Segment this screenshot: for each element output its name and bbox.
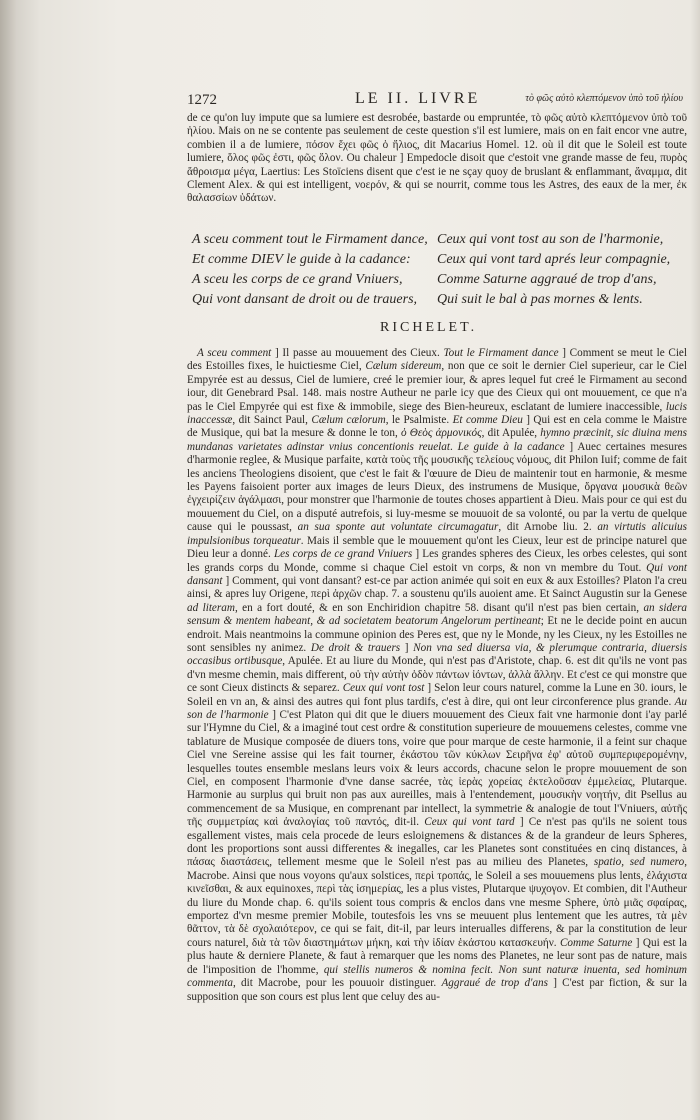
commentary-paragraph	[187, 347, 687, 1004]
commentary-lemma: Tout le Firmament dance	[443, 347, 559, 359]
commentary-lemma: Ceux qui vont tost	[342, 682, 425, 695]
section-title: RICHELET.	[380, 320, 478, 335]
commentary-text	[187, 347, 687, 1004]
commentary-segment: , dit Macrobe, pour les pouuoir distinguer.	[232, 977, 442, 990]
page-header	[187, 90, 683, 112]
commentary-lemma: an sidera sensum & mentem habeant, & ad societatem beatorum Angelorum pertineant	[187, 601, 688, 628]
commentary-segment: ] Les grandes spheres des Cieux, les orbes celestes, qui sont les grands corps du Monde, comme si chaque Ciel estoit vn corps, & non vn membre du Tout.	[187, 548, 687, 574]
commentary-lemma: ὁ Θεὸς ἀρμονικός	[400, 427, 482, 440]
commentary-segment: , Apulée. Et au liure du Monde, qui n'est pas d'Aristote, chap. 6. est dit qu'ils ne vont pas d'vn mesme chemin, mais different, οὐ τὴν αὐτὴν ὁδὸν πάντων ἰόντων, ἀλλὰ ἄλλην. Et c'est ce qui monstre que ce sont Cieux distincts & separez.	[187, 655, 687, 695]
verse-column-left	[192, 230, 442, 310]
running-title: LE II. LIVRE	[355, 90, 481, 107]
commentary-lemma: Ceux qui vont tard	[424, 816, 515, 829]
commentary-segment: , le Psalmiste.	[385, 414, 453, 427]
commentary-lemma: Cælum cælorum	[311, 414, 386, 427]
commentary-segment: ]	[400, 641, 414, 654]
commentary-lemma: Au son de l'harmonie	[187, 695, 687, 721]
commentary-segment: , dit Apulée,	[481, 427, 541, 440]
commentary-segment: ; Et ne le decide point en aucun endroit. Mais neantmoins la commune opinion des Peres est, que ny le Monde, ny les Cieux, ny les Estoilles ne sont sensibles ny animez.	[187, 615, 687, 654]
commentary-segment: ] C'est Platon qui dit que le diuers mouuement des Cieux fait vne harmonie dont i'ay parlé sur l'Hymne du Ciel, & a imaginé tout cest ordre & constitution superieure de mouuemens celestes, comme vne tablature de Musique composée de diuers tons, voire que pour marque de ceste harmonie, il a feint sur chaque Ciel vne Sereine assise qui les fait tourner, ἐκάστου τῶν κύκλων Σειρῆνα ἐφ' αὐτοῦ συμπεριφερομένην, lesquelles toutes ensemble meslans leurs voix & leurs accords, chacune selon le propre mouuement de son Ciel, en composent l'harmonie d'vne danse sacrée, τὰς ἱερὰς χορείας ἐκτελοῦσαν ἐμμελείας, Plutarque. Harmonie au surplus qui bruit non pas aux aureilles, mais à l'entendement, μουσικὴν νοητήν, dit Psellus au commencement de sa Musique, en comprenant par intellect, la symmetrie & analogie de tout l'Vniuers, αὐτῆς τῆς συμμετρίας καὶ ἀναλογίας τοῦ παντός, dit-il.	[187, 708, 688, 829]
commentary-segment: . Mais il semble que le mouuement qu'ont les Cieux, leur est de principe naturel que Dieu leur a donné.	[187, 534, 687, 561]
commentary-segment: , dit Arnobe liu. 2.	[498, 521, 598, 534]
commentary-lemma: Cælum sidereum	[365, 360, 442, 373]
commentary-lemma: Et comme Dieu	[452, 414, 523, 427]
verse-column-right	[437, 230, 687, 310]
commentary-segment: ] Comment, qui vont dansant? est-ce par action animée qui soit en eux & aux Estoilles? Platon l'a creu ainsi, & apres luy Origene, περὶ ἀρχῶν chap. 7. a soustenu qu'ils auoient ame. Et Sainct Augustin sur la Genese	[187, 574, 687, 601]
commentary-segment: , non que ce soit le dernier Ciel superieur, car le Ciel Empyrée est au dessus, Ciel de lumiere, creé le premier iour, & apres lequel fut creé le Firmament au second iour, dit Genebrard Psal. 148. mais nostre Autheur ne parle icy que des Cieux qui ont mouuement, ce que n'a pas le Ciel Empyrée qui est fixe & immobile, siege des Bien-heureux, esclatant de lumiere inaccessible,	[187, 360, 687, 413]
commentary-segment: ] Ce n'est pas qu'ils ne soient tous esgallement vistes, mais cela procede de leurs esloignemens & distances & de la grandeur de leurs Spheres, dont les proportions sont aussi differentes & inegalles, car les Planetes sont constituées en cinq distances, à πάσας διαστάσεις, tellement mesme que le Soleil n'est pas au milieu des Planetes,	[187, 816, 687, 869]
commentary-segment: ] Comment se meut le Ciel des Estoilles fixes, le huictiesme Ciel,	[187, 347, 687, 373]
verse-line: A sceu les corps de ce grand Vniuers,	[192, 272, 403, 287]
verse-line: A sceu comment tout le Firmament dance,	[192, 232, 428, 247]
verse-line: Comme Saturne aggraué de trop d'ans,	[437, 272, 657, 287]
commentary-segment: , en a fort douté, & en son Enchiridion chapitre 58. disant qu'il n'est pas bien certain,	[234, 601, 644, 614]
commentary-lemma: qui stellis numeros & nomina fecit. Non sunt naturæ inuenta, sed hominum commenta	[187, 963, 687, 990]
commentary-lemma: hymno præcinit, sic diuina mens mundanas varietates adinstar vnius concentionis reuelat	[187, 427, 687, 453]
commentary-lemma: Les corps de ce grand Vniuers	[273, 548, 413, 561]
commentary-segment: , Macrobe. Ainsi que nous voyons qu'aux solstices, περὶ τροπάς, le Soleil a ses mouuemens plus lents, ἐλάχιστα κινεῖσθαι, & aux equinoxes, περὶ τὰς ἰσημερίας, les a plus vistes, Plutarque ψυχογον. Et combien, dit l'Autheur du liure du Monde chap. 6. qu'ils soient tous compris & enclos dans vne mesme Sphere, ὑπὸ μιᾶς σφαίρας, emportez d'vn mesme premier Mobile, toutesfois les vns se meuuent plus lentement que les autres, τὰ μὲν θᾶττον, τὰ δὲ σχολαιότερον, ce qui se fait, dit-il, par leurs interualles differens, & par la constitution de leur cours naturel, διὰ τὰ τῶν διαστημάτων μήκη, καὶ τὴν ἰδίαν ἑκάστου κατασκευήν.	[187, 856, 687, 949]
verse-line: Qui suit le bal à pas mornes & lents.	[437, 292, 643, 307]
verse-line: Ceux qui vont tost au son de l'harmonie,	[437, 232, 664, 247]
commentary-lemma: Aggraué de trop d'ans	[441, 977, 548, 990]
commentary-segment: , dit Sainct Paul,	[232, 414, 312, 427]
commentary-lemma: De droit & trauers	[310, 641, 401, 654]
commentary-lemma: Qui vont dansant	[187, 561, 687, 587]
commentary-segment: ] C'est par fiction, & sur la supposition que son cours est plus lent que celuy des au-	[187, 977, 687, 1003]
commentary-lemma: an virtutis alicuius impulsionibus torqueatur	[187, 521, 687, 547]
commentary-lemma: spatio, sed numero	[593, 856, 685, 869]
commentary-segment: ] Auec certaines mesures d'harmonie reglee, & Musique parfaite, κατὰ τοὺς τῆς μουσικῆς τελείους νόμους, dit Philon Iuif; comme de fait les anciens Theologiens disoient, que c'est le fait & l'œuure de Dieu de maintenir tout en harmonie, & mesme les Payens faisoient porter aux images de leurs Dieux, des instrumens de Musique, ὄργανα μουσικὰ θεῶν ἐγχειρίζειν ἀγάλμασι, pour monstrer que l'harmonie de toutes choses appartient à Dieu. Mais pour ce qui est du mouuement du Ciel, on a disputé autrefois, si luy-mesme se mouuoit de sa volonté, ou par la vertu de quelque cause qui le poussast,	[187, 440, 688, 534]
commentary-segment: ] Il passe au mouuement des Cieux.	[271, 347, 444, 359]
book-gutter	[0, 0, 16, 1120]
commentary-lemma: Non vna sed diuersa via, & plerumque contraria, diuersis occasibus ortibusque	[187, 641, 687, 668]
commentary-segment: ] Selon leur cours naturel, comme la Lune en 30. iours, le Soleil en vn an, & ainsi des autres qui font plus tardifs, c'est à dire, qui ont leur circonference plus grande.	[187, 682, 687, 708]
commentary-lemma: A sceu comment	[197, 347, 272, 359]
commentary-lemma: an sua sponte aut voluntate circumagatur	[297, 521, 499, 534]
header-greek-text: τὸ φῶς αὐτὸ κλεπτόμενον ὑπὸ τοῦ ἡλίου	[525, 93, 683, 104]
commentary-lemma: Comme Saturne	[559, 936, 633, 949]
commentary-lemma: Le guide à la cadance	[457, 440, 565, 453]
commentary-lemma: lucis inaccessæ	[187, 400, 687, 427]
intro-paragraph: de ce qu'on luy impute que sa lumiere est desrobée, bastarde ou empruntée, τὸ φῶς αὐτὸ κλεπτόμενον ὑπὸ τοῦ ἡλίου. Mais on ne se contente pas seulement de ceste question s'il est lumiere, mais on en fait encor vne autre, combien il a de lumiere, πόσον ἔχει φῶς ὁ ἥλιος, dit Macarius Homel. 12. où il dit que le Soleil est toute lumiere, ὅλος φῶς ἐστι, φῶς ὅλον. Ou chaleur ] Empedocle disoit que c'estoit vne grande masse de feu, πυρὸς ἄθροισμα μέγα, Laertius: Les Stoïciens disent que c'est ie ne sçay quoy de bruslant & enflammant, ἄναμμα, dit Clement Alex. & qui est intelligent, νοερόν, & qui se nourrit, comme tous les Astres, des eaux de la mer, ἐκ θαλασσίων ὑδάτων.	[187, 112, 687, 205]
commentary-lemma: ad literam	[187, 601, 235, 614]
verse-line: Qui vont dansant de droit ou de trauers,	[192, 292, 418, 307]
commentary-segment: ] Qui est en cela comme le Maistre de Musique, qui bat la mesure & donne le ton,	[187, 414, 687, 440]
page-number: 1272	[187, 92, 217, 108]
commentary-segment: .	[450, 440, 458, 453]
verse-line: Et comme DIEV le guide à la cadance:	[192, 252, 411, 267]
verse-line: Ceux qui vont tard aprés leur compagnie,	[437, 252, 671, 267]
commentary-segment: ] Qui est la plus haute & derniere Planete, & faut à remarquer que les noms des Planetes, ne leur sont pas de nature, mais de l'imposition de l'homme,	[187, 936, 687, 976]
